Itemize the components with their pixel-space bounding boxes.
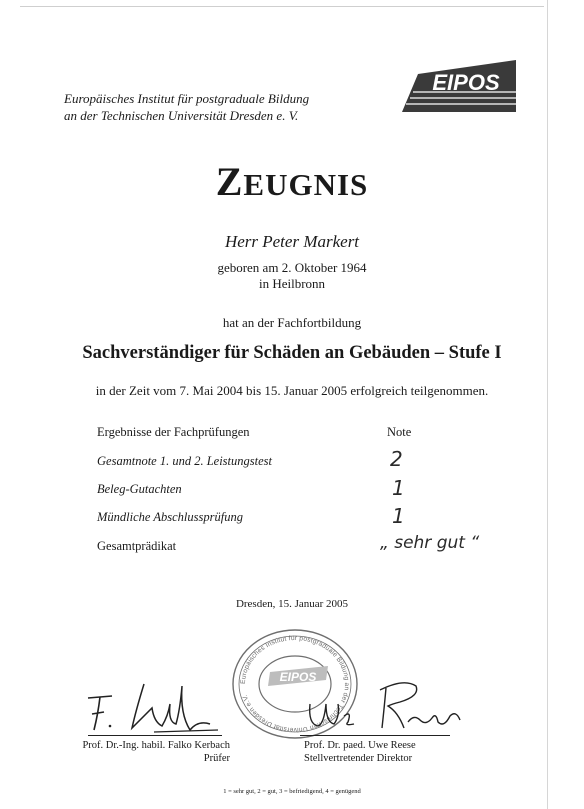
title-rest: EUGNIS [243, 167, 369, 202]
results-header: Ergebnisse der Fachprüfungen [97, 425, 250, 439]
signer-left-role: Prüfer [203, 753, 230, 764]
signer-right-name: Prof. Dr. paed. Uwe Reese [304, 740, 416, 751]
seal-center-text: EIPOS [279, 670, 317, 684]
signer-left [82, 739, 230, 765]
seal-ring-text: Europäisches Institut für postgraduale Bildung an der Technischen Universität Dresden e.V. [239, 634, 351, 734]
recipient-place: in Heilbronn [258, 276, 326, 291]
result-label-3: Mündliche Abschlussprüfung [97, 510, 243, 524]
recipient-name: Herr Peter Markert [224, 232, 360, 251]
overall-grade: „ sehr gut “ [380, 533, 480, 553]
result-label-2: Beleg-Gutachten [97, 482, 182, 496]
signature-line-right [300, 735, 450, 736]
scan-edge-right [547, 0, 548, 809]
signer-right-role: Stellvertretender Direktor [304, 753, 413, 764]
course-intro: hat an der Fachfortbildung [222, 315, 362, 330]
eipos-logo [380, 54, 520, 126]
scan-edge-top [20, 6, 544, 7]
signature-line-left [88, 735, 222, 736]
result-label-1: Gesamtnote 1. und 2. Leistungstest [97, 454, 272, 468]
overall-label: Gesamtprädikat [97, 539, 177, 553]
recipient-birth: geboren am 2. Oktober 1964 [217, 260, 367, 275]
result-grade-2: 1 [392, 476, 405, 500]
course-name: Sachverständiger für Schäden an Gebäuden – Stufe I [82, 343, 502, 363]
note-header: Note [387, 425, 412, 439]
signer-left-name: Prof. Dr.-Ing. habil. Falko Kerbach [82, 740, 230, 751]
institute-line-1: Europäisches Institut für postgraduale Bildung [64, 91, 310, 106]
signature-kerbach [82, 680, 232, 740]
course-period: in der Zeit vom 7. Mai 2004 bis 15. Januar 2005 erfolgreich teilgenommen. [95, 383, 489, 398]
signature-reese [304, 676, 474, 736]
result-grade-3: 1 [392, 504, 405, 528]
result-grade-1: 2 [390, 447, 403, 471]
logo-text: EIPOS [432, 70, 500, 95]
issue-date: Dresden, 15. Januar 2005 [235, 598, 349, 610]
signer-right [304, 739, 416, 765]
title-initial: Z [215, 159, 244, 204]
institute-name [64, 90, 309, 124]
certificate-title [0, 158, 584, 209]
institute-line-2: an der Technischen Universität Dresden e. V. [64, 108, 299, 123]
grade-legend: 1 = sehr gut, 2 = gut, 3 = befriedigend, 4 = genügend [223, 788, 361, 795]
